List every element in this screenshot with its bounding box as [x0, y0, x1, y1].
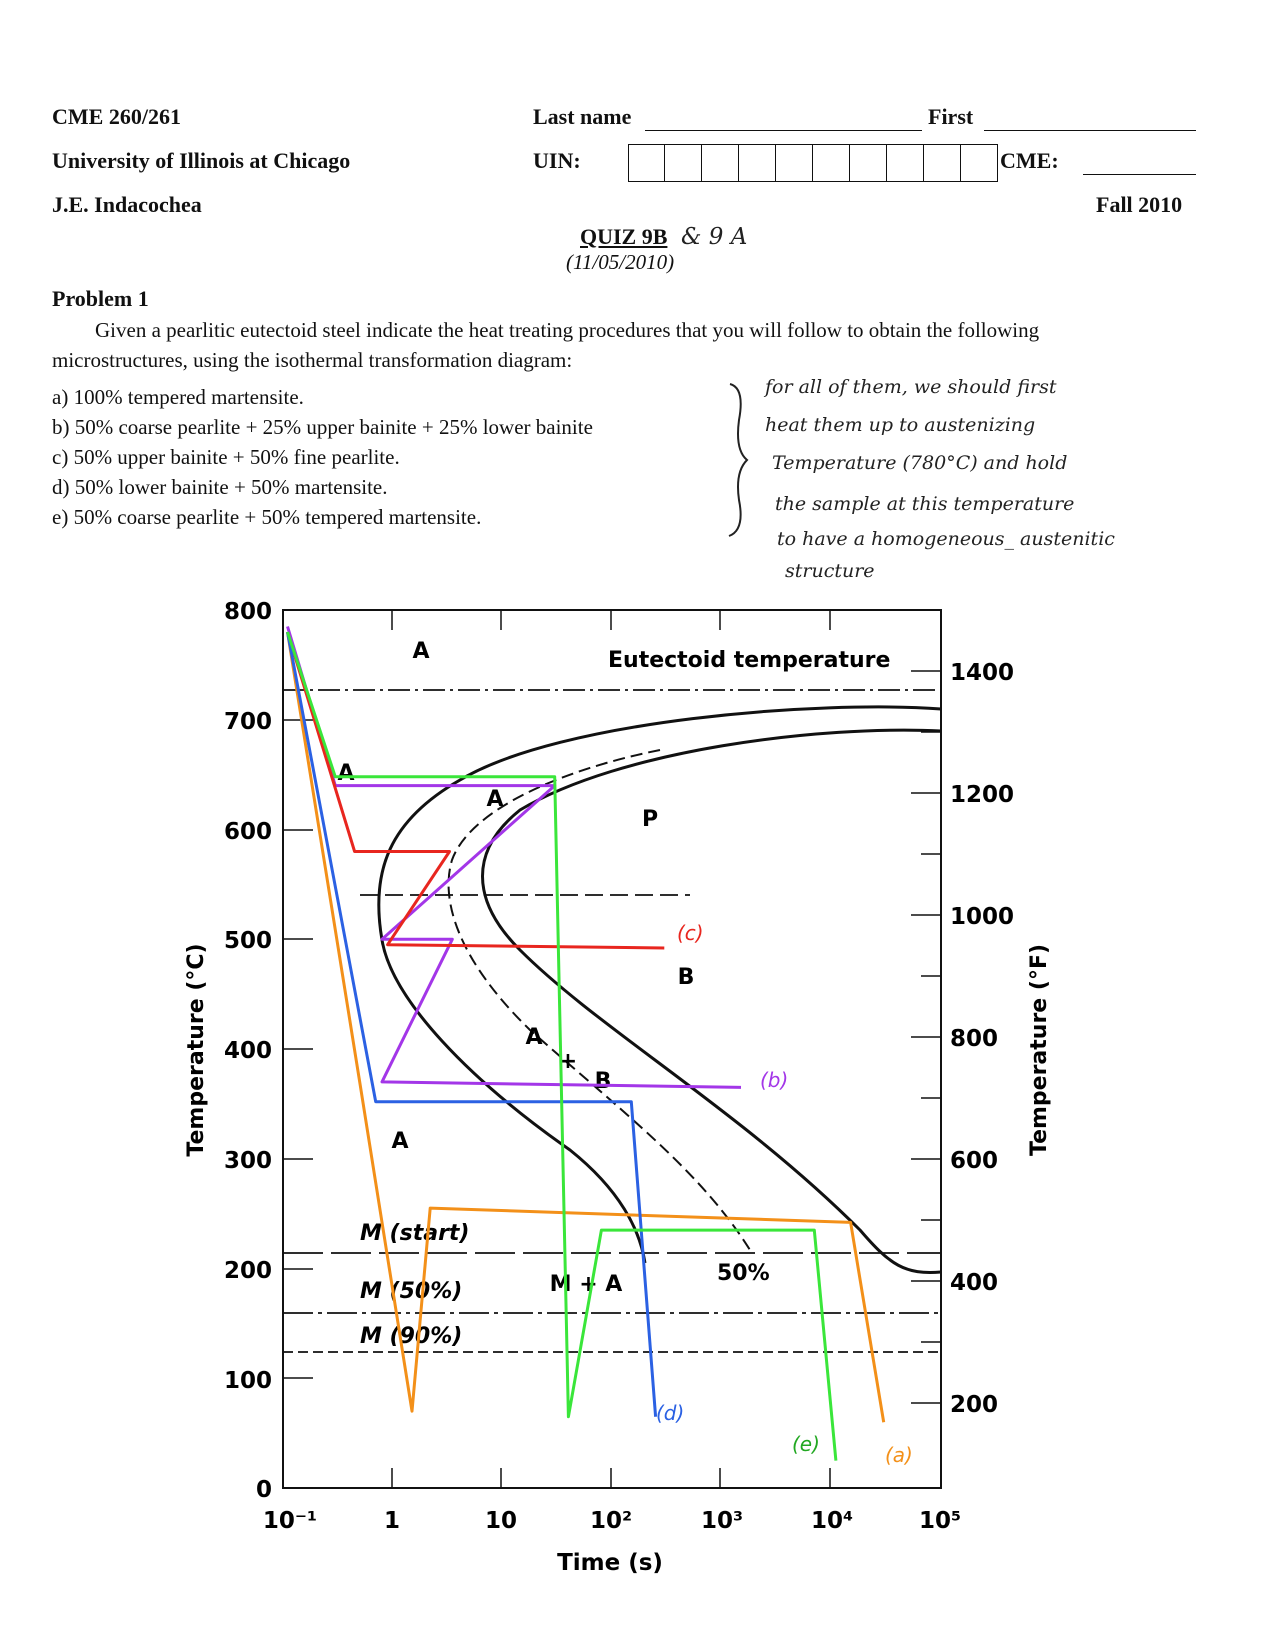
- course-code: CME 260/261: [52, 104, 181, 129]
- handwritten-note-line2: heat them up to austenizing: [765, 414, 1036, 436]
- handwritten-note-line4: the sample at this temperature: [775, 493, 1075, 515]
- cme-label: CME:: [1000, 148, 1059, 173]
- cme-field[interactable]: [1083, 174, 1196, 175]
- y-tick-label: 100: [223, 1368, 272, 1394]
- y-tick-label-right: 1200: [950, 782, 1015, 808]
- last-name-label: Last name: [533, 104, 632, 129]
- handwritten-brace: [725, 380, 755, 540]
- region-label-plus: +: [558, 1049, 578, 1074]
- x-axis-label: Time (s): [557, 1550, 663, 1576]
- item-e: e) 50% coarse pearlite + 50% tempered martensite.: [52, 505, 482, 529]
- handwritten-note-line5: to have a homogeneous_ austenitic: [777, 528, 1115, 550]
- y-tick-label-right: 800: [950, 1026, 999, 1052]
- region-label-austenite-low: A: [391, 1129, 409, 1154]
- series-label-b: (b): [760, 1068, 789, 1092]
- problem-statement-line1: Given a pearlitic eutectoid steel indicate the heat treating procedures that you will follow to obtain the following: [95, 318, 1040, 342]
- quiz-date: (11/05/2010): [566, 250, 675, 274]
- y-tick-label: 700: [223, 709, 272, 735]
- ms-start-label: M (start): [360, 1221, 470, 1246]
- first-name-label: First: [928, 104, 974, 129]
- item-d: d) 50% lower bainite + 50% martensite.: [52, 475, 388, 499]
- region-label-austenite-nose: A: [337, 761, 355, 786]
- pct50-label: 50%: [717, 1261, 770, 1286]
- y-axis-label-right: Temperature (°F): [1027, 943, 1052, 1157]
- term: Fall 2010: [1096, 192, 1183, 217]
- item-b: b) 50% coarse pearlite + 25% upper bainite + 25% lower bainite: [52, 415, 593, 439]
- annotations: [360, 648, 890, 1349]
- y-tick-label: 0: [255, 1477, 272, 1503]
- item-c: c) 50% upper bainite + 50% fine pearlite.: [52, 445, 400, 469]
- y-axis-label-left: Temperature (°C): [184, 943, 209, 1157]
- x-tick-label: 1: [383, 1508, 401, 1534]
- series-label-e: (e): [792, 1432, 820, 1456]
- ttt-start-curve: [379, 707, 941, 1263]
- eutectoid-label: Eutectoid temperature: [608, 648, 891, 673]
- region-label-austenite-bainite: A: [525, 1025, 543, 1050]
- series-labels: [656, 921, 913, 1467]
- x-tick-label: 10²: [589, 1508, 633, 1534]
- x-tick-label: 10: [484, 1508, 518, 1534]
- series-path-b: [288, 627, 742, 1088]
- x-ticks: [392, 610, 830, 1488]
- y-tick-label-right: 1400: [950, 660, 1015, 686]
- handwritten-note-line3: Temperature (780°C) and hold: [772, 452, 1068, 474]
- y-tick-label: 600: [223, 819, 272, 845]
- series-label-d: (d): [656, 1401, 685, 1425]
- region-label-austenite-pearlite: A: [486, 787, 504, 812]
- region-label-bainite-lower: B: [594, 1069, 612, 1094]
- problem-title: Problem 1: [52, 286, 149, 311]
- y-tick-label: 400: [223, 1038, 272, 1064]
- region-label-austenite-top: A: [412, 639, 430, 664]
- y-tick-label: 500: [223, 928, 272, 954]
- series-label-c: (c): [677, 921, 704, 945]
- instructor-name: J.E. Indacochea: [52, 192, 202, 217]
- item-a: a) 100% tempered martensite.: [52, 385, 304, 409]
- y-tick-labels-right: [950, 660, 1014, 1418]
- y-tick-label: 800: [223, 599, 272, 625]
- m90-label: M (90%): [360, 1324, 463, 1349]
- series-path-d: [288, 632, 659, 1417]
- series-path-c: [288, 632, 665, 948]
- region-label-pearlite: P: [641, 807, 659, 832]
- y-tick-label: 300: [223, 1148, 272, 1174]
- problem-statement-line2: microstructures, using the isothermal transformation diagram:: [52, 348, 573, 372]
- m50-label: M (50%): [360, 1279, 463, 1304]
- university-name: University of Illinois at Chicago: [52, 148, 351, 173]
- x-tick-label: 10⁵: [918, 1508, 962, 1534]
- x-tick-label: 10³: [700, 1508, 744, 1534]
- y-tick-label-right: 400: [950, 1270, 999, 1296]
- series-label-a: (a): [885, 1443, 913, 1467]
- first-name-field[interactable]: [984, 130, 1196, 131]
- uin-label: UIN:: [533, 148, 581, 173]
- y-tick-label-right: 200: [950, 1392, 999, 1418]
- y-ticks-right: [911, 671, 941, 1403]
- y-tick-labels-left: [224, 599, 272, 1503]
- y-tick-label-right: 1000: [950, 904, 1015, 930]
- x-tick-label: 10⁴: [810, 1508, 854, 1534]
- plot-frame: [283, 610, 941, 1488]
- ttt-finish-curve: [483, 730, 942, 1272]
- region-label-bainite: B: [677, 965, 695, 990]
- ttt-diagram: [0, 580, 1280, 1647]
- y-tick-label: 200: [223, 1258, 272, 1284]
- quiz-title: QUIZ 9B: [580, 224, 668, 249]
- y-tick-label-right: 600: [950, 1148, 999, 1174]
- x-tick-label: 10⁻¹: [262, 1508, 318, 1534]
- x-tick-labels: [263, 1508, 961, 1534]
- last-name-field[interactable]: [645, 130, 922, 131]
- quiz-handwritten-suffix: & 9 A: [681, 224, 748, 250]
- region-label-martensite-austenite: M + A: [549, 1272, 623, 1297]
- handwritten-note-line1: for all of them, we should first: [765, 376, 1057, 398]
- handwritten-note-line6: structure: [785, 560, 875, 582]
